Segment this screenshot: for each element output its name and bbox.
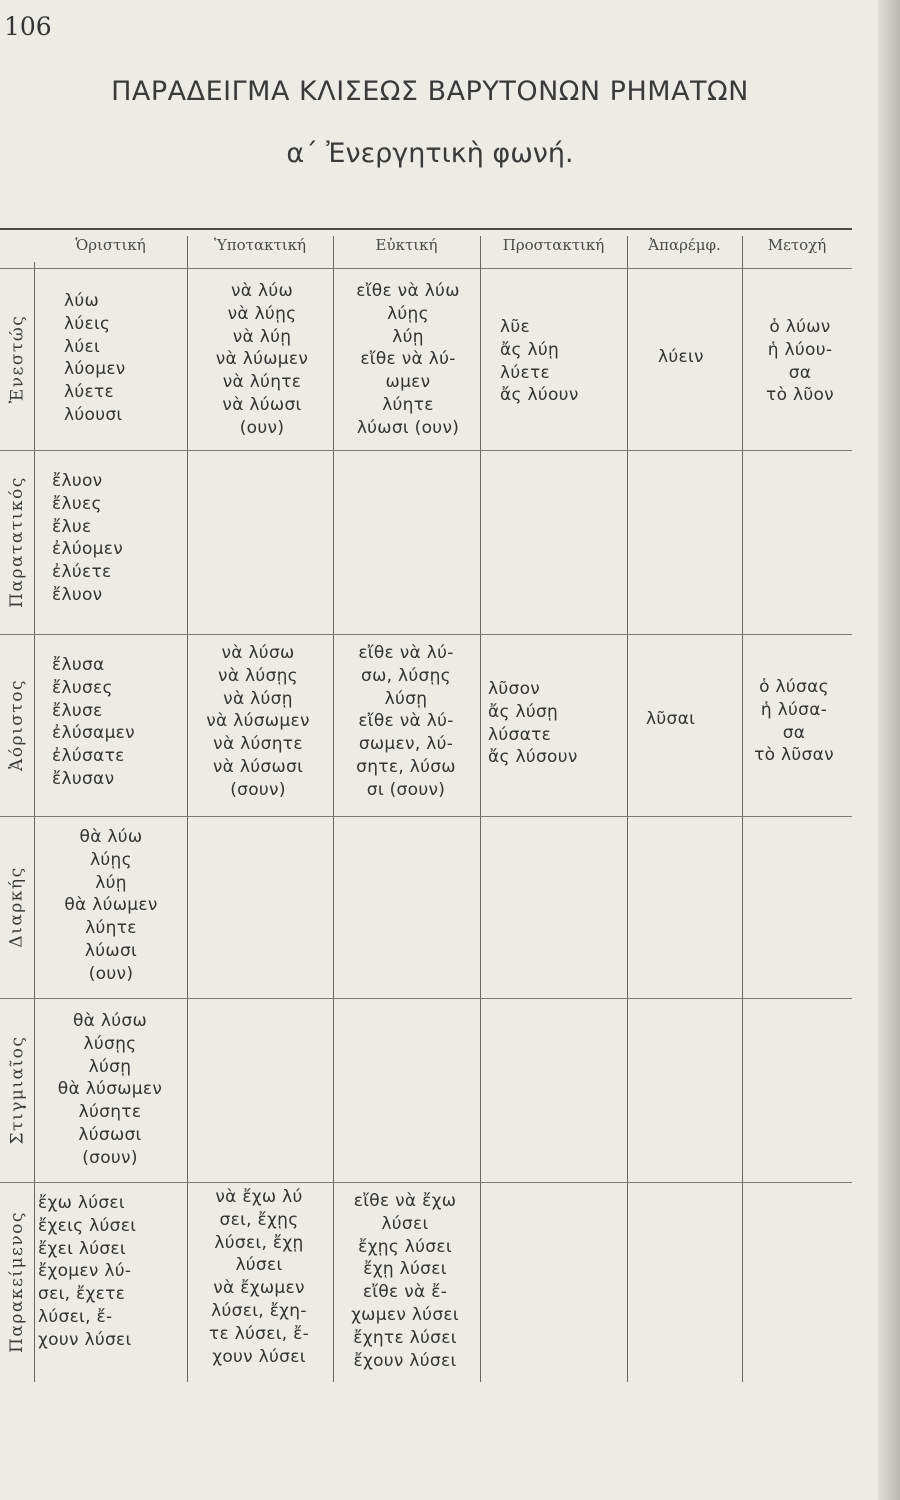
row-label-mellon-stigmiaios: Στιγμιαῖος	[7, 1035, 27, 1145]
cell-aoristos-prostaktiki: λῦσον ἄς λύσῃ λύσατε ἄς λύσουν	[488, 679, 578, 768]
row-divider	[0, 450, 852, 451]
table-top-rule	[0, 228, 852, 230]
col-header-ypotaktiki: Ὑποτακτική	[214, 236, 306, 254]
cell-paratatikos-oristiki: ἔλυον ἔλυες ἔλυε ἐλύομεν ἐλύετε ἔλυον	[52, 471, 124, 605]
row-divider	[0, 634, 852, 635]
cell-aoristos-metochi: ὁ λύσας ἡ λύσα- σα τὸ λῦσαν	[754, 677, 834, 766]
cell-enestos-oristiki: λύω λύεις λύει λύομεν λύετε λύουσι	[64, 291, 126, 425]
row-label-aoristos: Ἀόριστος	[7, 679, 27, 771]
column-divider	[34, 262, 35, 1382]
cell-parakeimenos-ypotaktiki: νὰ ἔχω λύ σει, ἔχῃς λύσει, ἔχῃ λύσει νὰ ἔχωμεν λύσει, ἔχη- τε λύσει, ἔ- χουν λύσει	[208, 1187, 310, 1367]
book-gutter	[878, 0, 900, 1500]
cell-aoristos-ypotaktiki: νὰ λύσω νὰ λύσῃς νὰ λύσῃ νὰ λύσωμεν νὰ λύσητε νὰ λύσωσι (σουν)	[206, 643, 310, 800]
row-label-mellon-diarkeias: Διαρκής	[7, 866, 27, 948]
row-label-parakeimenos: Παρακείμενος	[7, 1211, 28, 1353]
header-rule	[0, 268, 852, 269]
col-header-aparemfato: Ἀπαρέμφ.	[648, 236, 721, 254]
cell-parakeimenos-oristiki: ἔχω λύσει ἔχεις λύσει ἔχει λύσει ἔχομεν λύ- σει, ἔχετε λύσει, ἔ- χουν λύσει	[38, 1193, 137, 1350]
cell-enestos-aparemfato: λύειν	[658, 347, 704, 367]
cell-aoristos-aparemfato: λῦσαι	[646, 709, 696, 729]
cell-enestos-metochi: ὁ λύων ἡ λύου- σα τὸ λῦον	[766, 317, 834, 406]
cell-aoristos-oristiki: ἔλυσα ἔλυσες ἔλυσε ἐλύσαμεν ἐλύσατε ἔλυσαν	[52, 655, 135, 789]
col-header-euktiki: Εὐκτική	[375, 236, 438, 254]
cell-mellon-stigmiaios-oristiki: θὰ λύσω λύσῃς λύσῃ θὰ λύσωμεν λύσητε λύσωσι (σουν)	[57, 1011, 163, 1168]
page-number: 106	[4, 12, 52, 41]
page-title: ΠΑΡΑΔΕΙΓΜΑ ΚΛΙΣΕΩΣ ΒΑΡΥΤΟΝΩΝ ΡΗΜΑΤΩΝ	[111, 76, 749, 107]
cell-mellon-diarkeias-oristiki: θὰ λύω λύῃς λύῃ θὰ λύωμεν λύητε λύωσι (ουν)	[64, 827, 158, 984]
cell-enestos-euktiki: εἴθε νὰ λύω λύῃς λύῃ εἴθε νὰ λύ- ωμεν λύητε λύωσι (ουν)	[356, 281, 460, 438]
column-divider	[742, 236, 743, 1382]
page-subtitle: α΄ Ἐνεργητικὴ φωνή.	[286, 138, 574, 169]
cell-enestos-ypotaktiki: νὰ λύω νὰ λύῃς νὰ λύῃ νὰ λύωμεν νὰ λύητε νὰ λύωσι (ουν)	[215, 281, 309, 438]
row-label-enestos: Ἐνεστώς	[7, 314, 28, 404]
col-header-oristiki: Ὁριστική	[75, 236, 146, 254]
cell-parakeimenos-euktiki: εἴθε νὰ ἔχω λύσει ἔχῃς λύσει ἔχῃ λύσει εἴθε νὰ ἔ- χωμεν λύσει ἔχητε λύσει ἔχουν λύσει	[351, 1191, 459, 1371]
cell-enestos-prostaktiki: λῦε ἄς λύῃ λύετε ἄς λύουν	[500, 317, 579, 406]
col-header-metochi: Μετοχή	[767, 236, 827, 254]
col-header-prostaktiki: Προστακτική	[502, 236, 605, 254]
row-divider	[0, 1182, 852, 1183]
column-divider	[627, 236, 628, 1382]
cell-aoristos-euktiki: εἴθε νὰ λύ- σω, λύσῃς λύσῃ εἴθε νὰ λύ- σωμεν, λύ- σητε, λύσω σι (σουν)	[356, 643, 456, 800]
row-divider	[0, 998, 852, 999]
row-label-paratatikos: Παρατατικός	[7, 476, 27, 608]
column-divider	[480, 236, 481, 1382]
row-divider	[0, 816, 852, 817]
